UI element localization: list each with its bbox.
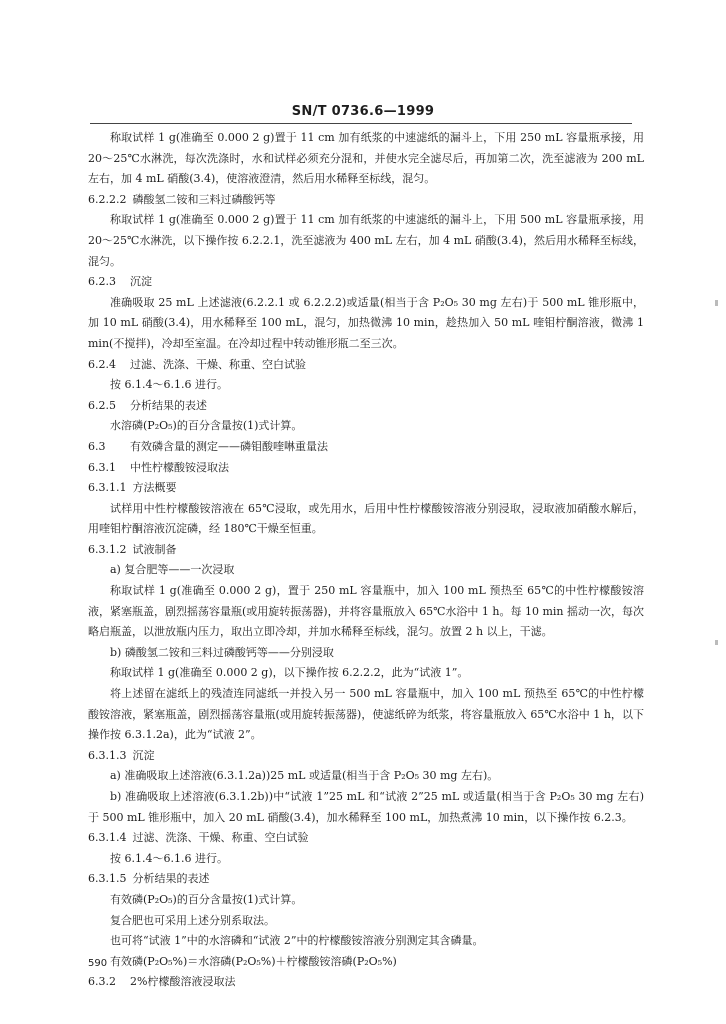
section-number: 6.2.2.2 [88, 192, 127, 206]
section-number: 6.2.3 [88, 275, 116, 289]
scan-edge-mark [715, 300, 718, 306]
section-number: 6.3.2 [88, 975, 116, 989]
section-heading [88, 972, 644, 993]
scan-edge-mark [715, 640, 718, 645]
body-paragraph: 有效磷(P₂O₅)的百分含量按(1)式计算。 [110, 892, 303, 906]
section-number: 6.2.4 [88, 357, 116, 371]
body-paragraph: a) 复合肥等——一次浸取 [110, 563, 235, 577]
section-title: 沉淀 [130, 275, 152, 289]
section-heading [88, 746, 644, 767]
section-title: 过滤、洗涤、干燥、称重、空白试验 [132, 831, 309, 845]
section-number: 6.2.5 [88, 398, 116, 412]
section-title: 中性柠檬酸铵浸取法 [130, 460, 229, 474]
body-paragraph: 称取试样 1 g(准确至 0.000 2 g)，以下操作按 6.2.2.2，此为“试液 1”。 [110, 666, 469, 680]
header-rule [90, 123, 632, 124]
body-paragraph: b) 磷酸氢二铵和三料过磷酸钙等——分别浸取 [110, 645, 334, 659]
document-body [88, 128, 644, 993]
section-number: 6.3.1 [88, 460, 116, 474]
section-number: 6.3.1.3 [88, 748, 127, 762]
section-title: 2%柠檬酸溶液浸取法 [130, 975, 236, 989]
section-heading [88, 190, 644, 211]
body-paragraph: 也可将“试液 1”中的水溶磷和“试液 2”中的柠檬酸铵溶液分别测定其含磷量。 [110, 934, 484, 948]
body-paragraph: 称取试样 1 g(准确至 0.000 2 g)置于 11 cm 加有纸浆的中速滤纸的漏斗上，下用 250 mL 容量瓶承接，用 20～25℃水淋洗，每次洗涤时，水和试样必须充分混和，并使水完全滤尽后，再加第二次，洗至滤液为 200 mL 左右，加 4 mL 硝酸(3.4)，使溶液澄清，然后用水稀释至标线，混匀。 [88, 131, 644, 186]
body-paragraph: 按 6.1.4～6.1.6 进行。 [110, 851, 228, 865]
body-paragraph: 有效磷(P₂O₅%)＝水溶磷(P₂O₅%)＋柠檬酸铵溶磷(P₂O₅%) [110, 954, 397, 968]
section-title: 分析结果的表述 [130, 398, 207, 412]
body-paragraph: 试样用中性柠檬酸铵溶液在 65℃浸取，或先用水，后用中性柠檬酸铵溶液分别浸取，浸取液加硝酸水解后，用喹钼柠酮溶液沉淀磷，经 180℃干燥至恒重。 [88, 501, 644, 536]
body-paragraph: a) 准确吸取上述溶液(6.3.1.2a))25 mL 或适量(相当于含 P₂O₅ 30 mg 左右)。 [110, 769, 499, 783]
section-heading [88, 478, 644, 499]
section-number: 6.3.1.1 [88, 481, 127, 495]
section-number: 6.3.1.5 [88, 872, 127, 886]
section-number: 6.3.1.2 [88, 542, 127, 556]
section-title: 试液制备 [132, 542, 177, 556]
section-heading [88, 396, 644, 417]
section-heading [88, 828, 644, 849]
section-title: 分析结果的表述 [132, 872, 210, 886]
section-title: 过滤、洗涤、干燥、称重、空白试验 [130, 357, 306, 371]
section-heading [88, 272, 644, 293]
body-paragraph: 称取试样 1 g(准确至 0.000 2 g)置于 11 cm 加有纸浆的中速滤纸的漏斗上，下用 500 mL 容量瓶承接，用 20～25℃水淋洗，以下操作按 6.2.2.1，洗至滤液为 400 mL 左右，加 4 mL 硝酸(3.4)，然后用水稀释至标线，混匀。 [88, 213, 644, 268]
section-title: 方法概要 [132, 481, 177, 495]
standard-header: SN/T 0736.6—1999 [291, 104, 435, 119]
body-paragraph: 水溶磷(P₂O₅)的百分含量按(1)式计算。 [110, 419, 303, 433]
section-title: 沉淀 [132, 748, 155, 762]
section-heading [88, 355, 644, 376]
body-paragraph: 准确吸取 25 mL 上述滤液(6.2.2.1 或 6.2.2.2)或适量(相当于含 P₂O₅ 30 mg 左右)于 500 mL 锥形瓶中，加 10 mL 硝酸(3.4)，用水稀释至 100 mL，混匀，加热微沸 10 min，趁热加入 50 mL 喹钼柠酮溶液，微沸 1 min(不搅拌)，冷却至室温。在冷却过程中转动锥形瓶二至三次。 [88, 295, 644, 350]
body-paragraph: 按 6.1.4～6.1.6 进行。 [110, 378, 228, 392]
page-number: 590 [88, 958, 108, 969]
section-heading [88, 437, 644, 458]
section-title: 有效磷含量的测定——磷钼酸喹啉重量法 [130, 439, 328, 453]
body-paragraph: 复合肥也可采用上述分别系取法。 [110, 913, 275, 927]
body-paragraph: b) 准确吸取上述溶液(6.3.1.2b))中“试液 1”25 mL 和“试液 2”25 mL 或适量(相当于含 P₂O₅ 30 mg 左右)于 500 mL 锥形瓶中，加入 20 mL 硝酸(3.4)，加水稀释至 100 mL，加热煮沸 10 min，以下操作按 6.2.3。 [88, 790, 644, 824]
section-number: 6.3 [88, 439, 106, 453]
body-paragraph: 称取试样 1 g(准确至 0.000 2 g)，置于 250 mL 容量瓶中，加入 100 mL 预热至 65℃的中性柠檬酸铵溶液，紧塞瓶盖，剧烈摇荡容量瓶(或用旋转振荡器)，并将容量瓶放入 65℃水浴中 1 h。每 10 min 摇动一次，每次略启瓶盖，以泄放瓶内压力，取出立即冷却，并加水稀释至标线，混匀。放置 2 h 以上，干滤。 [88, 584, 644, 639]
section-heading [88, 458, 644, 479]
body-paragraph: 将上述留在滤纸上的残渣连同滤纸一并投入另一 500 mL 容量瓶中，加入 100 mL 预热至 65℃的中性柠檬酸铵溶液，紧塞瓶盖，剧烈摇荡容量瓶(或用旋转振荡器)，使滤纸碎为纸浆，将容量瓶放入 65℃水浴中 1 h，以下操作按 6.3.1.2a)，此为“试液 2”。 [88, 687, 644, 742]
section-heading [88, 869, 644, 890]
section-number: 6.3.1.4 [88, 831, 127, 845]
section-title: 磷酸氢二铵和三料过磷酸钙等 [132, 192, 276, 206]
section-heading [88, 540, 644, 561]
